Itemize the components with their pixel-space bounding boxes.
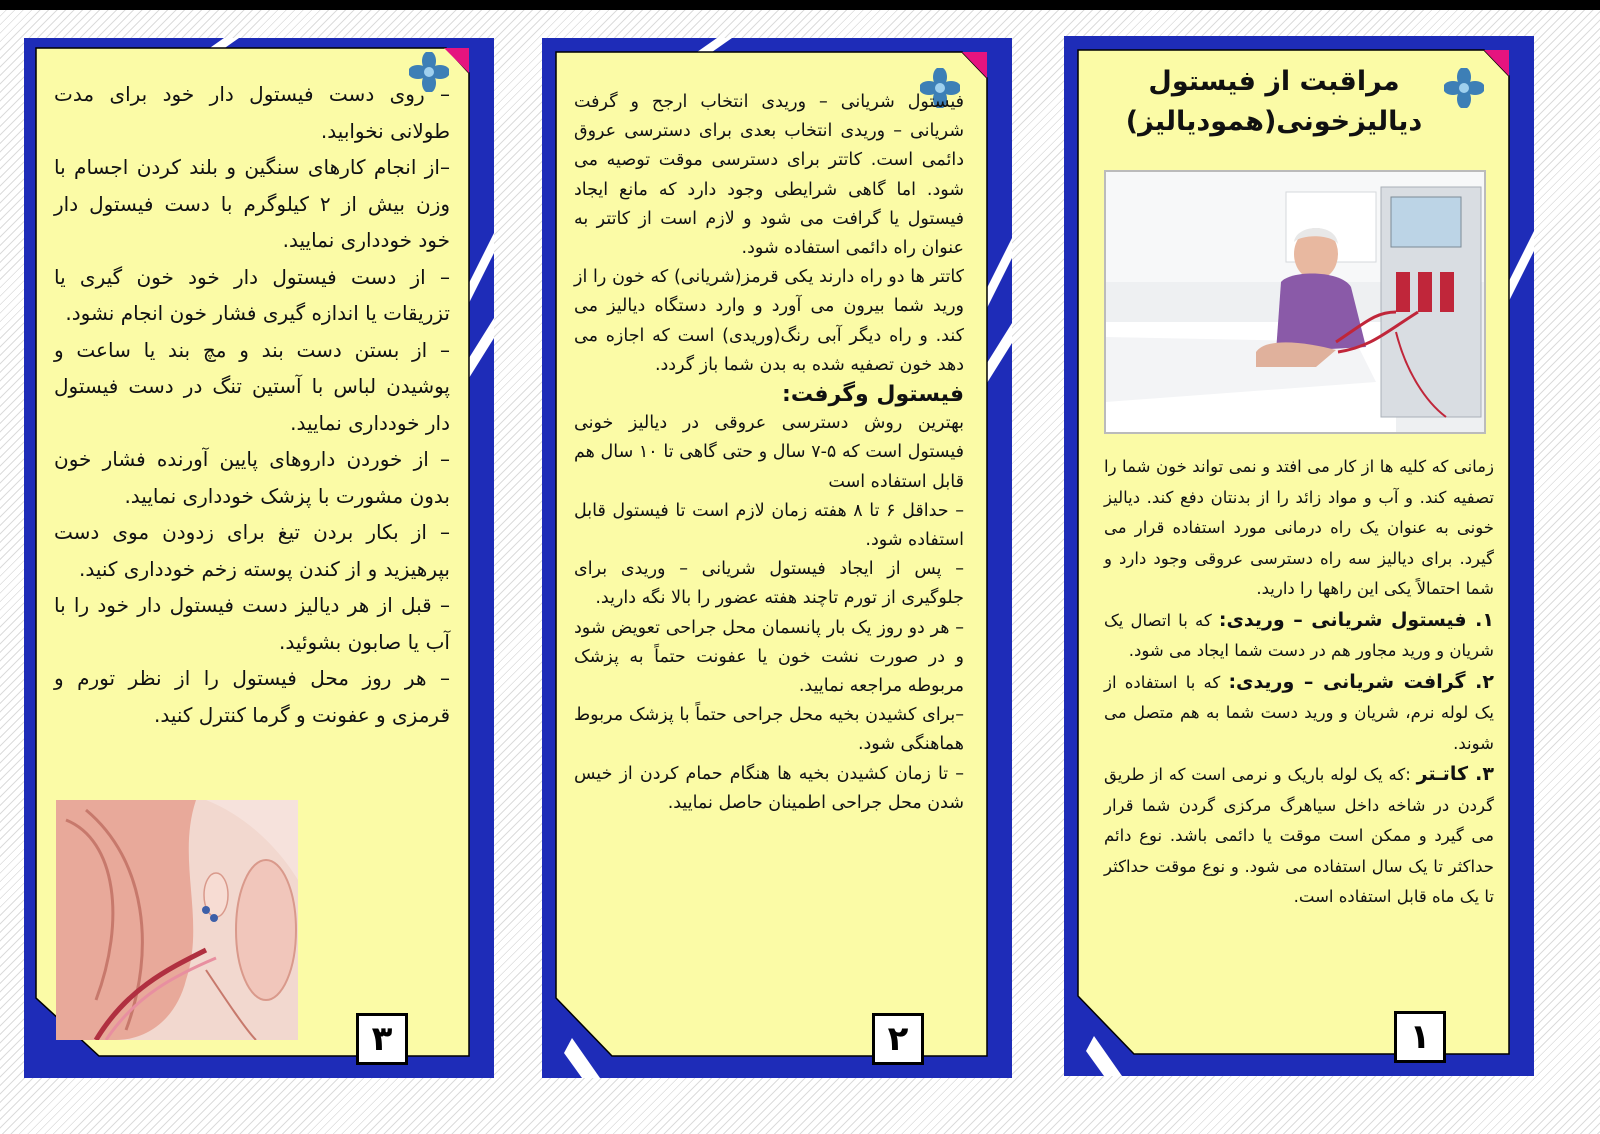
care-tip: – قبل از هر دیالیز دست فیستول دار خود را با آب یا صابون بشوئید. <box>54 593 450 654</box>
access-item-3 <box>1104 759 1494 913</box>
section-title: فیستول وگرفت: <box>782 382 964 408</box>
access-item-1 <box>1104 605 1494 667</box>
dialysis-patient-photo <box>1104 170 1486 434</box>
paragraph: کاتتر ها دو راه دارند یکی قرمز(شریانی) که خون را از ورید شما بیرون می آورد و وارد دستگاه دیالیز می کند. و راه دیگر آبی رنگ(وریدی) است که اجازه می دهد خون تصفیه شده به بدن شما باز گردد. <box>574 267 964 375</box>
paragraph: بهترین روش دسترسی عروقی در دیالیز خونی فیستول است که ۵-۷ سال و حتی گاهی تا ۱۰ سال هم قابل استفاده است <box>574 413 965 492</box>
title-line: مراقبت از فیستول <box>1148 66 1400 97</box>
page-title <box>1104 62 1444 142</box>
care-tip: – پس از ایجاد فیستول شریانی – وریدی برای جلوگیری از تورم تاچند هفته عضور را بالا نگه دارید. <box>574 559 964 609</box>
care-tip: – از بکار بردن تیغ برای زدودن موی دست بپرهیزید و از کندن پوسته زخم خودداری کنید. <box>54 520 450 581</box>
care-tip: – حداقل ۶ تا ۸ هفته زمان لازم است تا فیستول قابل استفاده شود. <box>574 500 964 551</box>
care-tip: – هر دو روز یک بار پانسمان محل جراحی تعویض شود و در صورت نشت خون یا عفونت حتماً به پزشک مربوطه مراجعه نمایید. <box>574 617 964 697</box>
item-text: که با استفاده از یک لوله نرم، شریان و ورید دست شما به هم متصل می شوند. <box>1104 672 1494 753</box>
care-tip: – هر روز محل فیستول را از نظر تورم و قرمزی و عفونت و گرما کنترل کنید. <box>54 666 450 727</box>
flower-icon <box>1444 68 1484 108</box>
item-heading: ۳. کاتـتر <box>1416 763 1494 785</box>
access-item-2 <box>1104 667 1494 760</box>
item-heading: ۱. فیستول شریانی – وریدی: <box>1218 608 1494 631</box>
care-tip: – از بستن دست بند و مچ بند یا ساعت و پوشیدن لباس با آستین تنگ در دست فیستول دار خودداری نمایید. <box>54 337 450 435</box>
panel2-text <box>574 88 964 818</box>
panel1-text <box>1104 452 1494 913</box>
anatomy-illustration <box>56 800 298 1040</box>
paragraph: فیستول شریانی – وریدی انتخاب ارجح و گرفت شریانی – وریدی انتخاب بعدی برای دسترسی عروق دائمی است. کاتتر برای دسترسی موقت توصیه می شود. اما گاهی شرایطی وجود دارد که مانع ایجاد فیستول یا گرافت می شود و لازم است از کاتتر به عنوان راه دائمی استفاده شود. <box>574 92 964 259</box>
top-black-bar <box>0 0 1600 10</box>
panel-page-1 <box>1064 36 1534 1096</box>
panel-page-3 <box>24 38 494 1098</box>
item-heading: ۲. گرافت شریانی – وریدی: <box>1228 670 1494 693</box>
panel-page-2 <box>542 38 1012 1098</box>
care-tip: – از دست فیستول دار خود خون گیری یا تزریقات یا اندازه گیری فشار خون انجام نشود. <box>54 264 450 325</box>
item-text: که با اتصال یک شریان و ورید مجاور هم در دست شما ایجاد می شود. <box>1104 610 1494 660</box>
care-tip: –برای کشیدن بخیه محل جراحی حتماً با پزشک مربوط هماهنگی شود. <box>574 705 964 755</box>
care-tip: – تا زمان کشیدن بخیه ها هنگام حمام کردن از خیس شدن محل جراحی اطمینان حاصل نمایید. <box>574 763 964 813</box>
page-number: ۲ <box>872 1013 924 1065</box>
item-text: :که یک لوله باریک و نرمی است که از طریق گردن در شاخه داخل سیاهرگ مرکزی گردن شما قرار می گیرد و ممکن است موقت یا دائمی باشد. نوع دائم حداکثر تا یک سال استفاده می شود. و نوع موقت حداکثر تا یک ماه قابل استفاده است. <box>1104 765 1494 906</box>
page-number: ۱ <box>1394 1011 1446 1063</box>
care-tip: – از خوردن داروهای پایین آورنده فشار خون بدون مشورت با پزشک خودداری نمایید. <box>54 447 450 508</box>
page-number: ۳ <box>356 1013 408 1065</box>
intro-paragraph: زمانی که کلیه ها از کار می افتد و نمی تواند خون شما را تصفیه کند. و آب و مواد زائد را از بدنتان دفع کند. دیالیز خونی به عنوان یک راه درمانی مورد استفاده قرار می گیرد. برای دیالیز سه راه دسترسی عروقی وجود دارد و شما احتمالاً یکی این راهها را دارید. <box>1104 457 1494 598</box>
care-tip: – روی دست فیستول دار خود برای مدت طولانی نخوابید. <box>54 82 450 143</box>
care-tip: –از انجام کارهای سنگین و بلند کردن اجسام با وزن بیش از ۲ کیلوگرم با دست فیستول دار خود خودداری نمایید. <box>54 155 451 252</box>
title-line: دیالیزخونی(همودیالیز) <box>1125 106 1423 137</box>
panel3-text <box>54 76 450 733</box>
